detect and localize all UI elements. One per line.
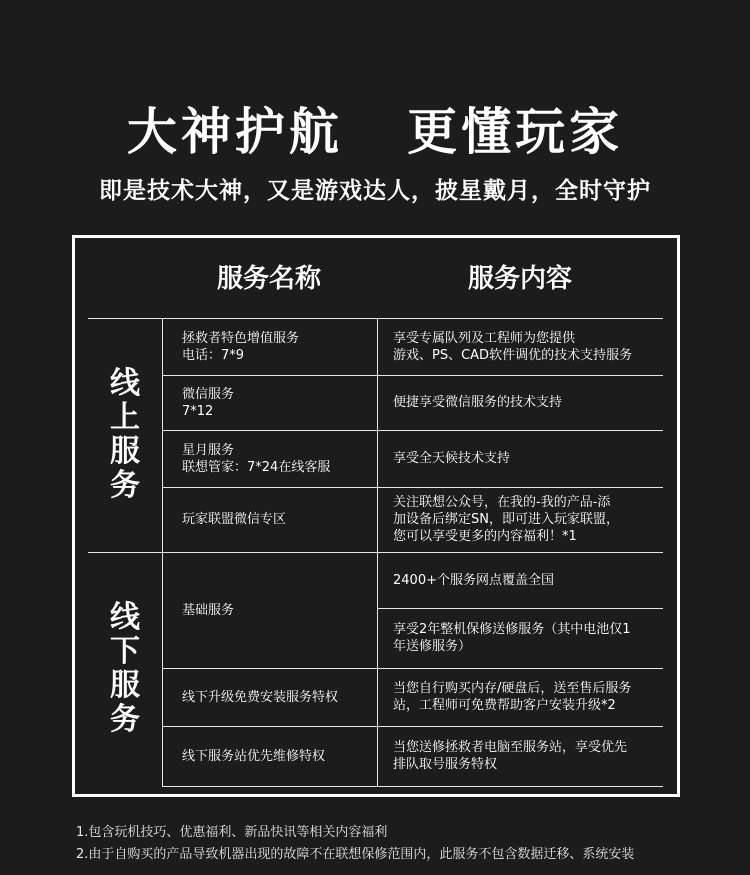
service-name-cell: 微信服务 7*12: [182, 386, 235, 419]
service-content-cell: 当您自行购买内存/硬盘后，送至售后服务 站，工程师可免费帮助客户安装升级*2: [393, 681, 632, 713]
service-name-cell: 玩家联盟微信专区: [182, 512, 287, 527]
service-content-cell: 2400+个服务网点覆盖全国: [393, 572, 554, 588]
online-service-label: 线 上 服 务: [110, 366, 140, 503]
service-content-cell: 享受2年整机保修送修服务（其中电池仅1 年送修服务）: [393, 622, 631, 654]
service-name-cell: 线下服务站优先维修特权: [182, 748, 326, 764]
service-name-cell: 拯救者特色增值服务 电话：7*9: [182, 330, 300, 363]
grid-line: [162, 786, 663, 787]
service-content-cell: 便捷享受微信服务的技术支持: [393, 395, 563, 410]
page-title: 大神护航 更懂玩家: [126, 103, 624, 161]
service-content-cell: 享受全天候技术支持: [393, 451, 511, 466]
footnotes: [76, 822, 634, 866]
footnote: 2.由于自购买的产品导致机器出现的故障不在联想保修范围内，此服务不包含数据迁移、系统安装: [76, 847, 635, 862]
page-subtitle: 即是技术大神，又是游戏达人，披星戴月，全时守护: [99, 178, 651, 204]
col-header-service-content: 服务内容: [467, 264, 572, 294]
grid-line: [162, 318, 163, 786]
service-content-cell: 关注联想公众号，在我的-我的产品-添 加设备后绑定SN，即可进入玩家联盟， 您可以享受更多的内容福利！*1: [393, 495, 619, 544]
grid-line: [377, 318, 378, 786]
service-content-cell: 享受专属队列及工程师为您提供 游戏、PS、CAD软件调优的技术支持服务: [393, 330, 633, 363]
offline-service-label: 线 下 服 务: [110, 600, 140, 737]
service-name-cell: 基础服务: [182, 602, 235, 618]
footnote: 1.包含玩机技巧、优惠福利、新品快讯等相关内容福利: [76, 825, 388, 840]
service-name-cell: 线下升级免费安装服务特权: [182, 689, 339, 705]
service-name-cell: 星月服务 联想管家：7*24在线客服: [182, 442, 331, 475]
col-header-service-name: 服务名称: [216, 264, 321, 294]
service-content-cell: 当您送修拯救者电脑至服务站，享受优先 排队取号服务特权: [393, 740, 628, 772]
